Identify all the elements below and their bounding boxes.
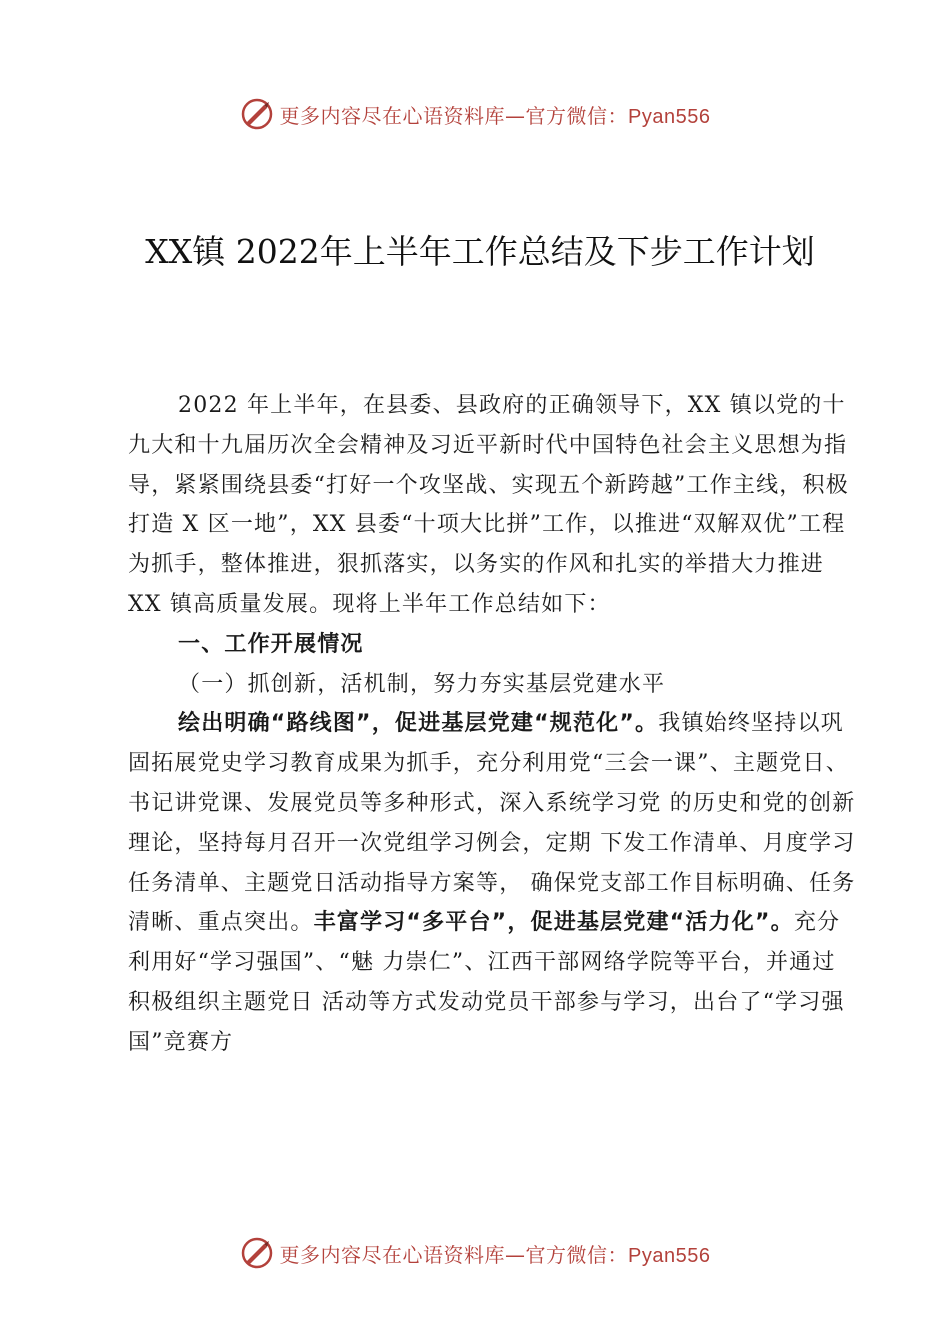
- header-watermark: [0, 92, 950, 136]
- subsection-heading-1: （一）抓创新，活机制，努力夯实基层党建水平: [178, 671, 666, 697]
- pen-logo-icon: [240, 97, 274, 131]
- document-body: [128, 386, 858, 1063]
- para-text-roadmap: 我镇始终坚持以巩固拓展党史学习教育成果为抓手，充分利用党“三会一课”、主题党日、书记讲党课、发展党员等多种形式，深入系统学习党 的历史和党的创新理论，坚持每月召开一次党组学习例会，定期 下发工作清单、月度学习任务清单、主题党日活动指导方案等， 确保党支部工作目标明确、任务清晰、重点突出。: [128, 711, 856, 936]
- para-lead-platform: 丰富学习“多平台”，促进基层党建“活力化”。: [313, 910, 794, 936]
- pen-logo-icon: [240, 1236, 274, 1270]
- wechat-id: Pyan556: [628, 1244, 711, 1267]
- para-lead-roadmap: 绘出明确“路线图”，促进基层党建“规范化”。: [178, 711, 659, 737]
- party-building-paragraph: [128, 704, 858, 1062]
- watermark-text: 更多内容尽在心语资料库—官方微信：Pyan556: [279, 103, 711, 128]
- para-text-platform: 充分利用好“学习强国”、“魅 力崇仁”、江西干部网络学院等平台，并通过积极组织主题党日 活动等方式发动党员干部参与学习，出台了“学习强国”竞赛方: [128, 910, 845, 1055]
- section-heading-1: 一、工作开展情况: [178, 631, 364, 657]
- document-title: XX镇 2022年上半年工作总结及下步工作计划: [145, 232, 815, 271]
- watermark-text: 更多内容尽在心语资料库—官方微信：Pyan556: [279, 1242, 711, 1267]
- intro-paragraph: 2022 年上半年，在县委、县政府的正确领导下，XX 镇以党的十九大和十九届历次全会精神及习近平新时代中国特色社会主义思想为指导，紧紧围绕县委“打好一个攻坚战、实现五个新跨越”工作主线，积极打造 X 区一地”，XX 县委“十项大比拼”工作，以推进“双解双优”工程为抓手，整体推进，狠抓落实，以务实的作风和扎实的举措大力推进 XX 镇高质量发展。现将上半年工作总结如下：: [128, 393, 849, 617]
- wechat-id: Pyan556: [628, 105, 711, 128]
- footer-watermark: [0, 1231, 950, 1275]
